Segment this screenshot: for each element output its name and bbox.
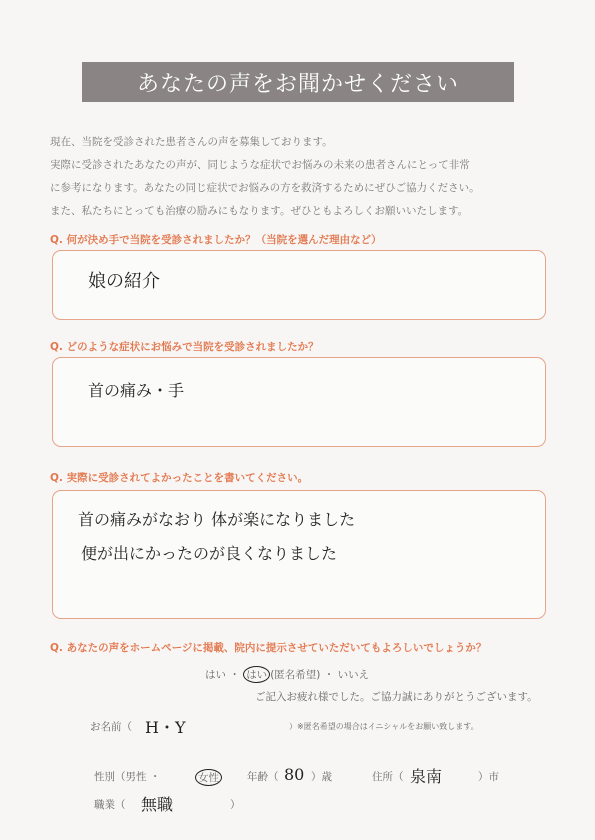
question-1: Q. 何が決め手で当院を受診されましたか？（当院を選んだ理由など） — [50, 234, 382, 246]
question-4: Q. あなたの声をホームページに掲載、院内に提示させていただいてもよろしいでしょうか？ — [50, 642, 487, 654]
age-value[interactable]: 80 — [284, 765, 305, 784]
answer-1: 娘の紹介 — [88, 271, 160, 292]
intro-line: 現在、当院を受診された患者さんの声を募集しております。 — [50, 136, 333, 148]
thanks-message: ご記入お疲れ様でした。ご協力誠にありがとうございます。 — [255, 691, 538, 703]
page-title: あなたの声をお聞かせください — [82, 62, 514, 102]
intro-line: に参考になります。あなたの同じ症状でお悩みの方を救済するためにぜひご協力ください。 — [50, 182, 480, 194]
option-yes[interactable]: はい — [205, 669, 226, 681]
option-no[interactable]: いいえ — [337, 669, 370, 681]
answer-box-3[interactable] — [52, 490, 546, 619]
age-label: 年齢（ — [247, 771, 279, 783]
job-label: 職業（ — [94, 799, 126, 811]
job-end: ） — [230, 799, 241, 811]
gender-female[interactable]: 女性 — [195, 769, 222, 786]
intro-line: また、私たちにとっても治療の励みにもなります。ぜひともよろしくお願いいたします。 — [50, 205, 469, 217]
answer-3-line-2: 便が出にかったのが良くなりました — [81, 544, 338, 563]
address-value[interactable]: 泉南 — [410, 767, 443, 786]
answer-3-line-1: 首の痛みがなおり 体が楽になりました — [78, 510, 356, 529]
answer-box-2[interactable] — [52, 357, 546, 447]
option-yes-anonymous[interactable]: はい — [243, 666, 270, 683]
option-anonymous-note: (匿名希望) — [270, 669, 321, 681]
address-label: 住所（ — [372, 771, 404, 783]
answer-2: 首の痛み・手 — [88, 381, 185, 400]
name-label: お名前（ — [90, 721, 132, 733]
job-value[interactable]: 無職 — [141, 795, 174, 814]
address-unit: ）市 — [478, 771, 499, 783]
intro-text — [50, 131, 550, 223]
publish-options[interactable]: はい ・ はい (匿名希望) ・ いいえ — [205, 666, 369, 683]
gender-label: 性別（男性 ・ — [94, 771, 161, 783]
name-value[interactable]: H・Y — [145, 718, 186, 737]
name-note: ）※匿名希望の場合はイニシャルをお願い致します。 — [289, 722, 479, 731]
answer-box-1[interactable] — [52, 250, 546, 320]
question-3: Q. 実際に受診されてよかったことを書いてください。 — [50, 472, 309, 484]
intro-line: 実際に受診されたあなたの声が、同じような症状でお悩みの未来の患者さんにとって非常 — [50, 159, 470, 171]
age-unit: ）歳 — [311, 771, 332, 783]
question-2: Q. どのような症状にお悩みで当院を受診されましたか？ — [50, 341, 319, 353]
